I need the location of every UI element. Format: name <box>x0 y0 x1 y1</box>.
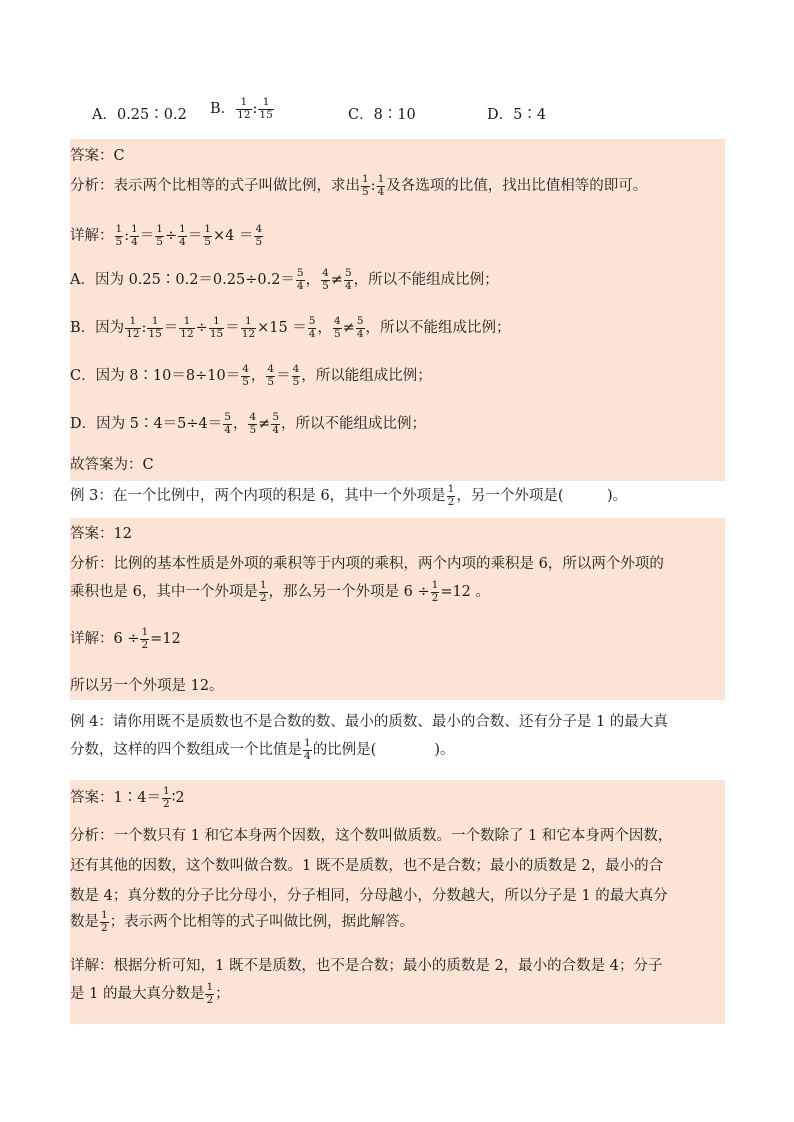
fraction: $\frac{1}{5}$ <box>115 223 123 248</box>
fraction: $\frac{5}{4}$ <box>296 267 304 292</box>
fraction: $\frac{1}{2}$ <box>447 483 455 508</box>
fraction: $\frac{1}{4}$ <box>377 173 385 198</box>
option-d: D．5∶4 <box>487 107 547 123</box>
detail-line-a: A．因为 0.25∶0.2＝0.25÷0.2＝ $\frac{5}{4}$ ， $\frac{4}{5}$ ≠ $\frac{5}{4}$ ，所以不能组成比例； <box>70 267 499 292</box>
fraction: $\frac{1}{5}$ <box>156 223 163 248</box>
answer-block-ex2 <box>70 139 725 481</box>
option-a: A．0.25∶0.2 <box>92 107 187 123</box>
fraction: $\frac{1}{12}$ <box>126 315 140 340</box>
detail-ex2: 详解： $\frac{1}{5}$ : $\frac{1}{4}$ ＝ $\frac{1}{5}$ ÷ $\frac{1}{4}$ ＝ $\frac{1}{5}$ ×4 ＝ $\frac{4}{5}$ <box>70 223 263 248</box>
answer-block-ex4 <box>70 780 725 1024</box>
fraction: $\frac{5}{4}$ <box>344 267 352 292</box>
fraction: $\frac{5}{4}$ <box>272 411 280 436</box>
analysis-ex4-line2: 还有其他的因数，这个数叫做合数。1 既不是质数，也不是合数；最小的质数是 2，最小的合 <box>70 858 664 874</box>
fraction: $\frac{4}{5}$ <box>292 363 300 388</box>
fraction: $\frac{1}{2}$ <box>259 579 267 604</box>
fraction: $\frac{4}{5}$ <box>242 363 249 388</box>
fraction: $\frac{5}{4}$ <box>356 315 364 340</box>
fraction: $\frac{1}{15}$ <box>148 315 162 340</box>
fraction: $\frac{4}{5}$ <box>333 315 341 340</box>
conclusion-ex2: 故答案为：C <box>70 457 154 473</box>
answer-ex4: 答案：1∶4＝ $\frac{1}{2}$ ∶2 <box>70 785 185 810</box>
fraction: $\frac{1}{12}$ <box>180 315 194 340</box>
fraction: $\frac{5}{4}$ <box>224 411 231 436</box>
analysis-ex3-line1: 分析：比例的基本性质是外项的乘积等于内项的乘积，两个内项的乘积是 6，所以两个外项的 <box>70 556 664 572</box>
option-b <box>210 97 275 121</box>
fraction: $\frac{1}{12}$ <box>237 96 251 121</box>
answer-ex2: 答案：C <box>70 148 125 164</box>
detail-ex3: 详解：6 ÷ $\frac{1}{2}$ =12 <box>70 626 181 651</box>
fraction: $\frac{1}{2}$ <box>162 785 170 810</box>
detail-ex4-line1: 详解：根据分析可知，1 既不是质数，也不是合数；最小的质数是 2，最小的合数是 4；分子 <box>70 958 663 974</box>
analysis-ex4-line3: 数是 4；真分数的分子比分母小，分子相同，分母越小，分数越大，所以分子是 1 的最大真分 <box>70 888 668 904</box>
analysis-ex4-line4: 数是 $\frac{1}{2}$ ；表示两个比相等的式子叫做比例，据此解答。 <box>70 909 415 934</box>
detail-line-b: B．因为 $\frac{1}{12}$ : $\frac{1}{15}$ ＝ $\frac{1}{12}$ ÷ $\frac{1}{15}$ ＝ $\frac{1}{12}$ ×15 ＝ $\frac{5}{4}$ ， $\frac{4}{5}$ ≠ $\frac{5}{4}$ ，所以不能组成比例； <box>70 315 511 340</box>
fraction: $\frac{1}{5}$ <box>204 223 211 248</box>
fraction: $\frac{5}{4}$ <box>308 315 316 340</box>
detail-line-c: C．因为 8∶10＝8÷10＝ $\frac{4}{5}$ ， $\frac{4}{5}$ ＝ $\frac{4}{5}$ ，所以能组成比例； <box>70 363 432 388</box>
fraction: $\frac{1}{4}$ <box>304 737 311 762</box>
question-ex4-line2: 分数，这样的四个数组成一个比值是 $\frac{1}{4}$ 的比例是( )。 <box>70 737 455 762</box>
fraction: $\frac{1}{15}$ <box>209 315 224 340</box>
fraction: $\frac{1}{2}$ <box>141 626 149 651</box>
colon: : <box>252 101 258 117</box>
conclusion-ex3: 所以另一个外项是 12。 <box>70 678 224 694</box>
option-b-prefix: B． <box>210 101 236 117</box>
fraction: $\frac{1}{5}$ <box>362 173 369 198</box>
fraction: $\frac{4}{5}$ <box>322 267 329 292</box>
analysis-ex2: 分析：表示两个比相等的式子叫做比例，求出 $\frac{1}{5}$ : $\frac{1}{4}$ 及各选项的比值，找出比值相等的即可。 <box>70 173 648 198</box>
fraction: $\frac{1}{15}$ <box>259 96 273 121</box>
question-ex3: 例 3：在一个比例中，两个内项的积是 6，其中一个外项是 $\frac{1}{2}$ ，另一个外项是( )。 <box>70 483 628 508</box>
option-c: C．8∶10 <box>348 107 416 123</box>
fraction: $\frac{4}{5}$ <box>255 223 263 248</box>
fraction: $\frac{1}{2}$ <box>431 579 439 604</box>
question-ex4-line1: 例 4：请你用既不是质数也不是合数的数、最小的质数、最小的合数、还有分子是 1 的最大真 <box>70 714 668 730</box>
detail-ex4-line2: 是 1 的最大真分数是 $\frac{1}{2}$ ； <box>70 981 230 1006</box>
analysis-ex3-line2: 乘积也是 6，其中一个外项是 $\frac{1}{2}$ ，那么另一个外项是 6 ÷ $\frac{1}{2}$ =12 。 <box>70 579 491 604</box>
fraction: $\frac{1}{12}$ <box>241 315 256 340</box>
answer-ex3: 答案：12 <box>70 526 132 542</box>
fraction: $\frac{4}{5}$ <box>249 411 257 436</box>
fraction: $\frac{1}{4}$ <box>179 223 186 248</box>
fraction: $\frac{1}{4}$ <box>131 223 138 248</box>
fraction: $\frac{1}{2}$ <box>206 981 214 1006</box>
answer-block-ex3 <box>70 518 725 700</box>
fraction: $\frac{1}{2}$ <box>101 909 108 934</box>
detail-line-d: D．因为 5∶4＝5÷4＝ $\frac{5}{4}$ ， $\frac{4}{5}$ ≠ $\frac{5}{4}$ ，所以不能组成比例； <box>70 411 427 436</box>
fraction: $\frac{4}{5}$ <box>267 363 275 388</box>
analysis-ex4-line1: 分析：一个数只有 1 和它本身两个因数，这个数叫做质数。一个数除了 1 和它本身两个因数， <box>70 828 673 844</box>
